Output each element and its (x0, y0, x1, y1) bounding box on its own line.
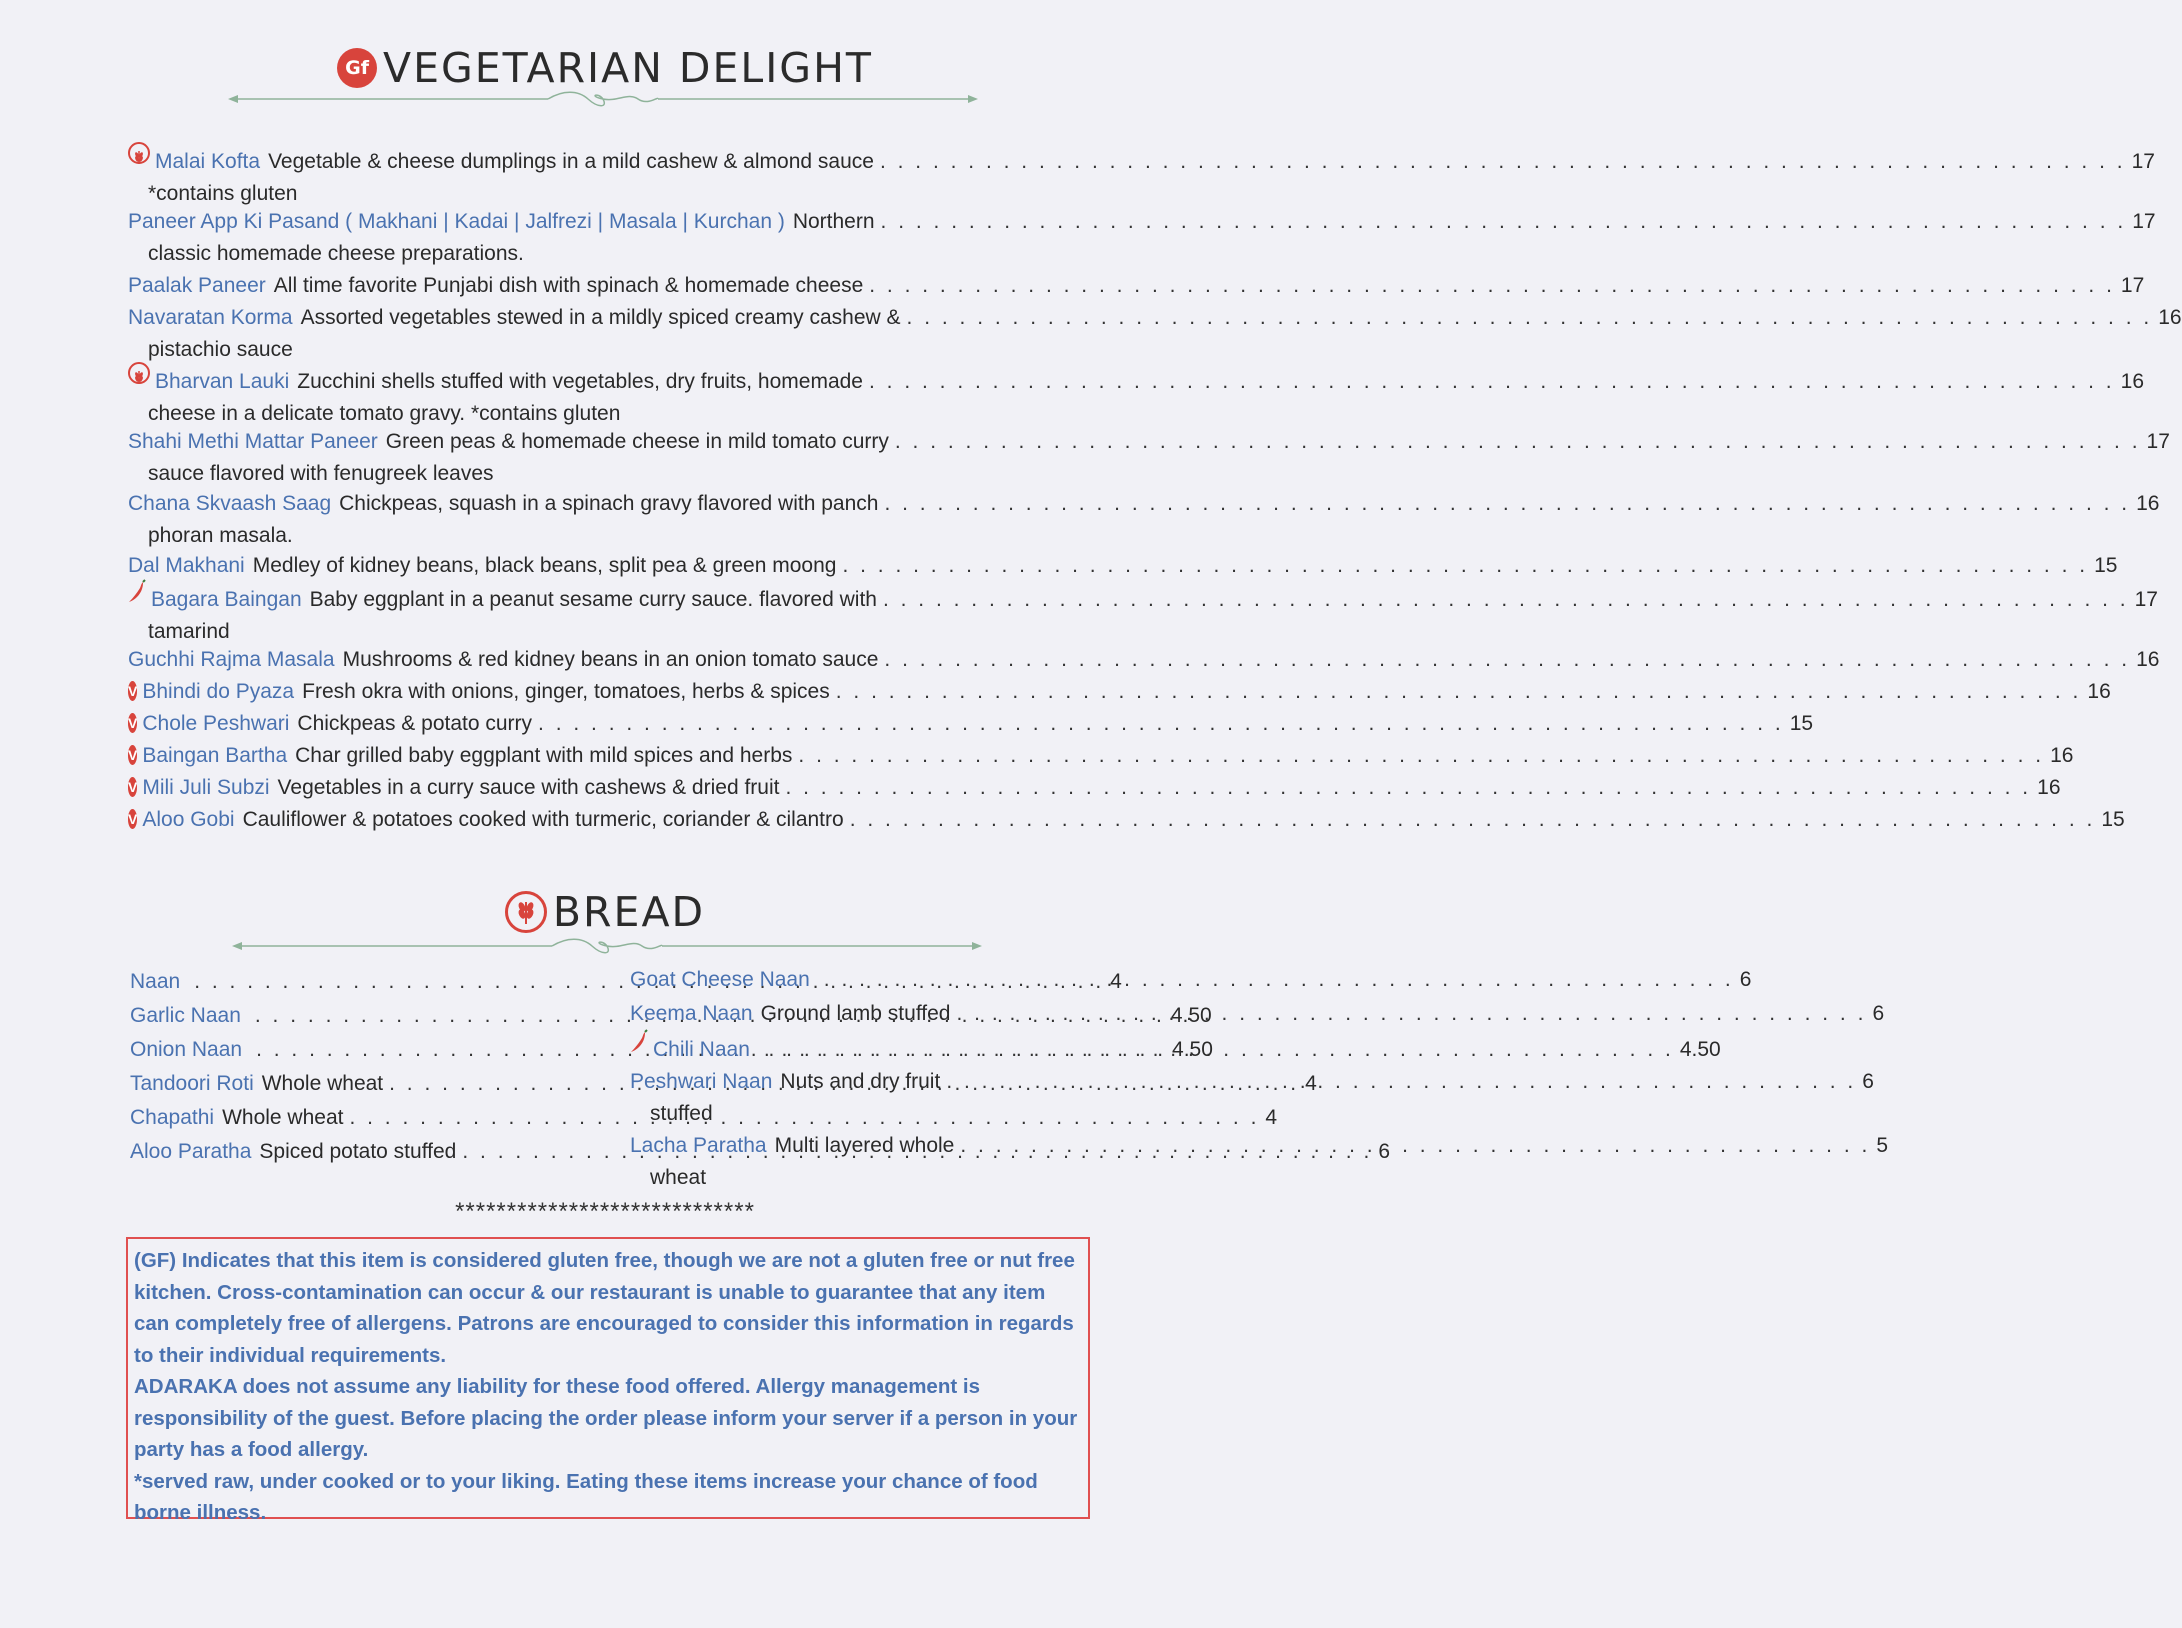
leader-dots (538, 708, 1784, 740)
item-description-continued: phoran masala. (148, 524, 293, 547)
item-name: Bagara Baingan (151, 588, 302, 611)
vegetarian-heading (0, 36, 1210, 92)
leader-dots (960, 1130, 1870, 1162)
item-price: 16 (2136, 492, 2160, 515)
item-name: Naan (130, 970, 181, 993)
item-price: 15 (2094, 554, 2118, 577)
item-price: 5 (1876, 1134, 1889, 1157)
leader-dots (869, 270, 2115, 302)
item-name: Keema Naan (630, 1002, 753, 1025)
vegan-icon: V (128, 683, 138, 699)
menu-item (128, 582, 2158, 648)
item-price: 16 (2087, 680, 2111, 703)
ornament-divider-icon (232, 935, 982, 957)
leader-dots (842, 550, 2088, 582)
item-description: Vegetables in a curry sauce with cashews & dried fruit (277, 776, 780, 799)
separator-stars: ***************************** (455, 1198, 755, 1225)
menu-item (128, 708, 1814, 740)
item-description: Char grilled baby eggplant with mild spices and herbs (295, 744, 793, 767)
item-description: Ground lamb stuffed (760, 1002, 951, 1025)
item-name: Onion Naan (130, 1038, 243, 1061)
chili-icon (128, 580, 146, 604)
item-price: 16 (2136, 648, 2160, 671)
item-description-continued: pistachio sauce (148, 338, 293, 361)
leader-dots (884, 488, 2130, 520)
item-description-continued: sauce flavored with fenugreek leaves (148, 462, 494, 485)
item-description: Whole wheat (222, 1106, 344, 1129)
section-title: VEGETARIAN DELIGHT (383, 44, 873, 92)
item-name: Mili Juli Subzi (142, 776, 270, 799)
leader-dots (884, 644, 2130, 676)
item-price: 17 (2134, 588, 2158, 611)
allergy-notice (126, 1237, 1090, 1524)
item-name: Garlic Naan (130, 1004, 241, 1027)
item-description: Fresh okra with onions, ginger, tomatoes, herbs & spices (302, 680, 830, 703)
vegan-icon: V (128, 747, 138, 763)
item-name: Bharvan Lauki (155, 370, 290, 393)
menu-item (128, 488, 2160, 552)
item-price: 15 (1789, 712, 1814, 735)
item-name: Chapathi (130, 1106, 215, 1129)
gluten-free-badge-icon: Gf (337, 48, 377, 88)
item-name: Aloo Gobi (142, 808, 235, 831)
item-description-continued: classic homemade cheese preparations. (148, 242, 524, 265)
leader-dots (907, 302, 2153, 334)
notice-paragraph: (GF) Indicates that this item is considered gluten free, though we are not a gluten free or nut free kitchen. Cross-contamination can occur & our restaurant is unable to guarantee that any item can completely free of allergens. Patrons are encouraged to consider this information in regards to their individual requirements. (134, 1249, 1075, 1367)
notice-paragraph: ADARAKA does not assume any liability for these food offered. Allergy management is responsibility of the guest. Before placing the order please inform your server if a person in your party has a food allergy. (134, 1375, 1078, 1461)
item-name: Aloo Paratha (130, 1140, 252, 1163)
menu-item (128, 550, 2118, 582)
item-description-continued: stuffed (650, 1102, 713, 1125)
leader-dots (824, 964, 1734, 996)
menu-item (630, 964, 1752, 996)
item-price: 4.50 (1170, 1004, 1212, 1027)
item-name: Chili Naan (653, 1038, 750, 1061)
leader-dots (836, 676, 2082, 708)
menu-item (630, 1066, 1874, 1130)
item-price: 4 (1110, 970, 1122, 993)
item-price: 17 (2146, 430, 2170, 453)
item-name: Paneer App Ki Pasand ( Makhani | Kadai | Jalfrezi | Masala | Kurchan ) (128, 210, 785, 233)
vegan-icon: V (128, 811, 138, 827)
item-description-continued: cheese in a delicate tomato gravy. *contains gluten (148, 402, 621, 425)
item-name: Chole Peshwari (142, 712, 290, 735)
leader-dots (946, 1066, 1856, 1098)
leader-dots (956, 998, 1866, 1030)
menu-item (128, 804, 2125, 836)
item-description: Chickpeas, squash in a spinach gravy flavored with panch (339, 492, 879, 515)
item-description: Baby eggplant in a peanut sesame curry sauce. flavored with (309, 588, 877, 611)
leader-dots (881, 206, 2127, 238)
vegan-icon: V (128, 779, 138, 795)
leader-dots (798, 740, 2044, 772)
item-description: Vegetable & cheese dumplings in a mild cashew & almond sauce (268, 150, 874, 173)
item-description: Cauliflower & potatoes cooked with turmeric, coriander & cilantro (242, 808, 844, 831)
item-name: Baingan Bartha (142, 744, 288, 767)
menu-item (630, 1130, 1889, 1194)
item-name: Bhindi do Pyaza (142, 680, 295, 703)
menu-item (128, 772, 2061, 804)
item-price: 16 (2158, 306, 2182, 329)
item-description: Green peas & homemade cheese in mild tomato curry (385, 430, 889, 453)
item-name: Dal Makhani (128, 554, 245, 577)
item-name: Chana Skvaash Saag (128, 492, 332, 515)
item-name: Paalak Paneer (128, 274, 266, 297)
menu-item (128, 426, 2170, 490)
item-description-continued: *contains gluten (148, 182, 298, 205)
menu-item (128, 144, 2155, 210)
item-price: 16 (2050, 744, 2074, 767)
item-description: Northern (792, 210, 875, 233)
item-price: 4.50 (1679, 1038, 1721, 1061)
item-name: Shahi Methi Mattar Paneer (128, 430, 378, 453)
item-description: Assorted vegetables stewed in a mildly spiced creamy cashew & (300, 306, 901, 329)
item-price: 4 (1265, 1106, 1278, 1129)
item-description-continued: tamarind (148, 620, 230, 643)
leader-dots (785, 772, 2031, 804)
item-price: 17 (2131, 150, 2155, 173)
item-name: Peshwari Naan (630, 1070, 773, 1093)
item-price: 17 (2120, 274, 2145, 297)
wheat-icon (505, 891, 547, 933)
menu-item (128, 364, 2145, 430)
item-price: 16 (2037, 776, 2061, 799)
item-price: 4.50 (1172, 1038, 1213, 1061)
leader-dots (869, 366, 2115, 398)
menu-item (128, 270, 2145, 302)
menu-item (630, 1032, 1721, 1066)
item-price: 6 (1862, 1070, 1874, 1093)
item-description: Zucchini shells stuffed with vegetables, dry fruits, homemade (297, 370, 863, 393)
menu-item (128, 206, 2156, 270)
item-name: Guchhi Rajma Masala (128, 648, 335, 671)
item-price: 4 (1305, 1072, 1317, 1095)
item-description: Multi layered whole (774, 1134, 955, 1157)
item-price: 16 (2120, 370, 2145, 393)
menu-item (128, 676, 2111, 708)
item-description: Mushrooms & red kidney beans in an onion tomato sauce (342, 648, 879, 671)
item-name: Goat Cheese Naan (630, 968, 810, 991)
item-description: Nuts and dry fruit (780, 1070, 941, 1093)
leader-dots (895, 426, 2141, 458)
leader-dots (880, 146, 2126, 178)
item-description: Medley of kidney beans, black beans, split pea & green moong (252, 554, 837, 577)
item-price: 6 (1378, 1140, 1390, 1163)
section-title: BREAD (552, 888, 706, 936)
item-price: 17 (2132, 210, 2156, 233)
notice-paragraph: *served raw, under cooked or to your liking. Eating these items increase your chance of food borne illness. (134, 1469, 1038, 1524)
leader-dots (883, 584, 2129, 616)
leader-dots (764, 1034, 1674, 1066)
item-description: Chickpeas & potato curry (297, 712, 533, 735)
item-name: Lacha Paratha (630, 1134, 767, 1157)
item-description: Spiced potato stuffed (259, 1140, 457, 1163)
menu-item (128, 302, 2182, 366)
item-name: Navaratan Korma (128, 306, 293, 329)
chili-icon (630, 1030, 648, 1054)
item-price: 15 (2101, 808, 2125, 831)
menu-item (128, 740, 2074, 772)
gluten-free-icon (128, 362, 150, 384)
item-description: All time favorite Punjabi dish with spinach & homemade cheese (273, 274, 864, 297)
item-price: 6 (1872, 1002, 1885, 1025)
ornament-divider-icon (228, 88, 978, 110)
item-description-continued: wheat (650, 1166, 707, 1189)
gluten-free-icon (128, 142, 150, 164)
item-price: 6 (1739, 968, 1752, 991)
item-name: Tandoori Roti (130, 1072, 254, 1095)
item-name: Malai Kofta (155, 150, 261, 173)
vegan-icon: V (128, 715, 138, 731)
item-description: Whole wheat (261, 1072, 384, 1095)
menu-item (128, 644, 2160, 676)
leader-dots (850, 804, 2096, 836)
